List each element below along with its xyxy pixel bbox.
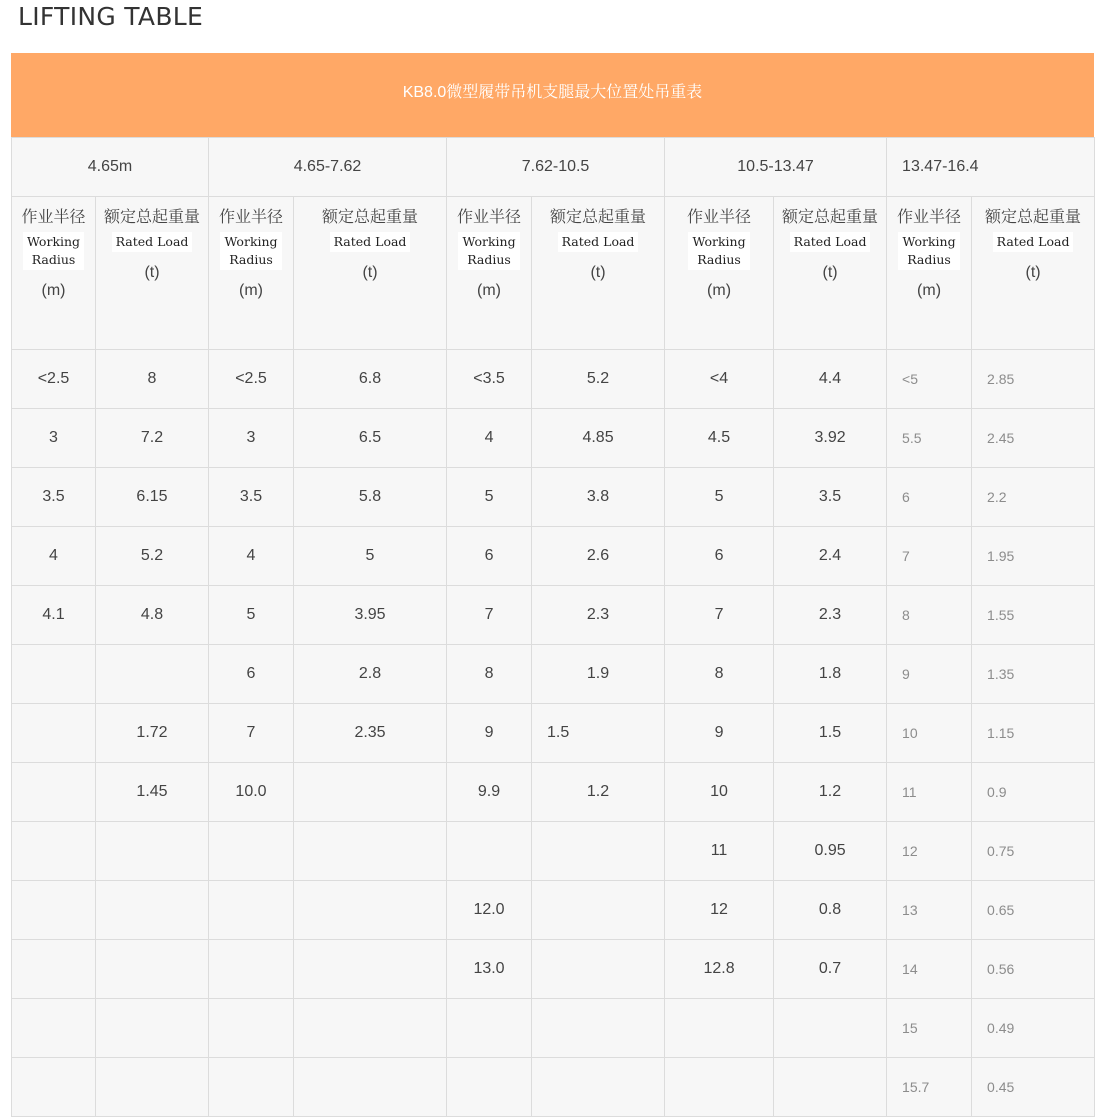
radius-cell: 7 (665, 586, 774, 645)
radius-en-label: Working Radius (898, 232, 959, 270)
load-cell (774, 999, 887, 1058)
load-cell: 6.8 (294, 350, 447, 409)
radius-cell: 14 (887, 940, 972, 999)
table-row (12, 999, 1095, 1058)
load-cell: 2.4 (774, 527, 887, 586)
table-title-banner (11, 53, 1094, 138)
load-cell (96, 940, 209, 999)
load-cell: 4.8 (96, 586, 209, 645)
load-cell (294, 822, 447, 881)
load-cn-label: 额定总起重量 (322, 209, 419, 226)
load-cell (532, 999, 665, 1058)
table-row (12, 586, 1095, 645)
radius-cell: 3 (12, 409, 96, 468)
radius-cell: 8 (665, 645, 774, 704)
load-cell: 7.2 (96, 409, 209, 468)
table-row (12, 704, 1095, 763)
radius-unit: (m) (917, 282, 942, 299)
rated-load-header (96, 197, 209, 350)
load-cell (96, 881, 209, 940)
load-cn-label: 额定总起重量 (985, 209, 1082, 226)
load-cell (774, 1058, 887, 1117)
table-row (12, 350, 1095, 409)
load-cell: 2.6 (532, 527, 665, 586)
radius-cn-label: 作业半径 (21, 209, 86, 226)
column-header-row (12, 197, 1095, 350)
load-cell (294, 763, 447, 822)
working-radius-header (209, 197, 294, 350)
load-cell: 5.2 (96, 527, 209, 586)
load-cell (532, 940, 665, 999)
radius-cell: 12.0 (447, 881, 532, 940)
load-cell: 5.2 (532, 350, 665, 409)
radius-cn-label: 作业半径 (687, 209, 752, 226)
radius-cell (209, 1058, 294, 1117)
load-en-label: Rated Load (558, 232, 639, 252)
radius-cell: <2.5 (12, 350, 96, 409)
load-cell: 3.95 (294, 586, 447, 645)
load-unit: (t) (590, 264, 606, 281)
table-row (12, 527, 1095, 586)
load-cell (294, 940, 447, 999)
radius-cell (12, 881, 96, 940)
load-cell: 1.5 (774, 704, 887, 763)
load-cell: 0.8 (774, 881, 887, 940)
load-cell: 4.85 (532, 409, 665, 468)
range-cell: 4.65-7.62 (209, 138, 447, 197)
radius-cell: 4 (447, 409, 532, 468)
load-cell: 2.8 (294, 645, 447, 704)
load-cell: 0.65 (972, 881, 1095, 940)
load-cell: 1.2 (532, 763, 665, 822)
load-cell: 0.56 (972, 940, 1095, 999)
table-row (12, 468, 1095, 527)
working-radius-header (447, 197, 532, 350)
radius-cell: 15.7 (887, 1058, 972, 1117)
radius-cn-label: 作业半径 (457, 209, 522, 226)
lifting-table (11, 137, 1095, 1117)
radius-cell: 5 (209, 586, 294, 645)
load-cell: 6.5 (294, 409, 447, 468)
table-row (12, 940, 1095, 999)
radius-cell (665, 1058, 774, 1117)
load-cell: 4.4 (774, 350, 887, 409)
load-cell: 1.72 (96, 704, 209, 763)
load-cell: 5.8 (294, 468, 447, 527)
radius-cell: 10 (887, 704, 972, 763)
radius-cell: 6 (665, 527, 774, 586)
rated-load-header (774, 197, 887, 350)
table-title: KB8.0微型履带吊机支腿最大位置处吊重表 (402, 84, 703, 101)
radius-unit: (m) (477, 282, 501, 299)
radius-cell (12, 704, 96, 763)
load-cell: 1.45 (96, 763, 209, 822)
radius-cn-label: 作业半径 (897, 209, 962, 226)
radius-cell (12, 999, 96, 1058)
load-cell: 0.7 (774, 940, 887, 999)
load-cell: 2.85 (972, 350, 1095, 409)
radius-cell (12, 822, 96, 881)
load-cell: 2.3 (532, 586, 665, 645)
load-cell (96, 999, 209, 1058)
load-cell: 3.8 (532, 468, 665, 527)
range-cell: 7.62-10.5 (447, 138, 665, 197)
load-cell: 1.2 (774, 763, 887, 822)
radius-cell: 4 (12, 527, 96, 586)
page-title: LIFTING TABLE (18, 2, 204, 31)
table-row (12, 409, 1095, 468)
radius-cell (209, 881, 294, 940)
radius-cell (447, 999, 532, 1058)
load-cell: 1.8 (774, 645, 887, 704)
radius-cell (447, 1058, 532, 1117)
load-cell (294, 999, 447, 1058)
load-cell: 1.15 (972, 704, 1095, 763)
radius-cell: 5 (447, 468, 532, 527)
load-cell: 0.49 (972, 999, 1095, 1058)
working-radius-header (665, 197, 774, 350)
load-cell (96, 645, 209, 704)
load-cn-label: 额定总起重量 (550, 209, 647, 226)
load-cell: 0.75 (972, 822, 1095, 881)
radius-cell (665, 999, 774, 1058)
radius-cell: 10.0 (209, 763, 294, 822)
radius-cell: 9 (887, 645, 972, 704)
load-cell (96, 822, 209, 881)
radius-cell: <3.5 (447, 350, 532, 409)
load-unit: (t) (822, 264, 838, 281)
load-cell: 3.5 (774, 468, 887, 527)
radius-cell: 13.0 (447, 940, 532, 999)
load-cell (532, 822, 665, 881)
radius-en-label: Working Radius (458, 232, 519, 270)
table-row (12, 881, 1095, 940)
radius-cell: 11 (887, 763, 972, 822)
radius-cell: 6 (447, 527, 532, 586)
load-en-label: Rated Load (993, 232, 1074, 252)
load-en-label: Rated Load (330, 232, 411, 252)
radius-cell: 4 (209, 527, 294, 586)
radius-cell: 8 (447, 645, 532, 704)
radius-cell: 12 (887, 822, 972, 881)
radius-cell: 7 (209, 704, 294, 763)
radius-en-label: Working Radius (23, 232, 84, 270)
radius-cell: 9 (447, 704, 532, 763)
radius-cell (12, 1058, 96, 1117)
load-cell: 1.55 (972, 586, 1095, 645)
range-cell: 10.5-13.47 (665, 138, 887, 197)
radius-cell: 12 (665, 881, 774, 940)
load-unit: (t) (144, 264, 160, 281)
rated-load-header (972, 197, 1095, 350)
radius-cell: 11 (665, 822, 774, 881)
load-cell: 2.3 (774, 586, 887, 645)
radius-cell: 7 (887, 527, 972, 586)
radius-cell (12, 940, 96, 999)
radius-cell: 5.5 (887, 409, 972, 468)
load-unit: (t) (362, 264, 378, 281)
radius-cell (209, 822, 294, 881)
rated-load-header (532, 197, 665, 350)
load-en-label: Rated Load (112, 232, 193, 252)
radius-cell: 10 (665, 763, 774, 822)
load-cell: 1.35 (972, 645, 1095, 704)
load-cell: 6.15 (96, 468, 209, 527)
rated-load-header (294, 197, 447, 350)
load-cell: 1.95 (972, 527, 1095, 586)
radius-cell: <4 (665, 350, 774, 409)
radius-cell: 3 (209, 409, 294, 468)
radius-cell: 12.8 (665, 940, 774, 999)
radius-cell: 6 (209, 645, 294, 704)
radius-cell: 8 (887, 586, 972, 645)
load-cell: 0.95 (774, 822, 887, 881)
table-row (12, 763, 1095, 822)
radius-cn-label: 作业半径 (218, 209, 283, 226)
table-row (12, 645, 1095, 704)
load-cell: 2.35 (294, 704, 447, 763)
radius-cell: 13 (887, 881, 972, 940)
radius-unit: (m) (239, 282, 263, 299)
radius-cell (209, 940, 294, 999)
radius-cell: 6 (887, 468, 972, 527)
load-cell (96, 1058, 209, 1117)
radius-cell: 4.1 (12, 586, 96, 645)
load-cell: 0.9 (972, 763, 1095, 822)
radius-cell: 15 (887, 999, 972, 1058)
load-cn-label: 额定总起重量 (103, 209, 200, 226)
radius-cell (12, 645, 96, 704)
range-row (12, 138, 1095, 197)
range-cell: 4.65m (12, 138, 209, 197)
radius-cell: <2.5 (209, 350, 294, 409)
radius-unit: (m) (41, 282, 66, 299)
load-cell: 0.45 (972, 1058, 1095, 1117)
radius-cell: 4.5 (665, 409, 774, 468)
radius-cell: <5 (887, 350, 972, 409)
radius-unit: (m) (707, 282, 732, 299)
load-cell (294, 881, 447, 940)
radius-cell: 7 (447, 586, 532, 645)
load-en-label: Rated Load (790, 232, 871, 252)
radius-cell (209, 999, 294, 1058)
load-cell: 3.92 (774, 409, 887, 468)
load-cell: 1.9 (532, 645, 665, 704)
radius-cell: 9 (665, 704, 774, 763)
radius-cell: 3.5 (12, 468, 96, 527)
load-cell (532, 881, 665, 940)
radius-en-label: Working Radius (220, 232, 281, 270)
table-row (12, 1058, 1095, 1117)
load-cell: 2.45 (972, 409, 1095, 468)
load-unit: (t) (1025, 264, 1041, 281)
range-cell: 13.47-16.4 (887, 138, 1095, 197)
load-cell: 1.5 (532, 704, 665, 763)
radius-en-label: Working Radius (688, 232, 749, 270)
radius-cell: 3.5 (209, 468, 294, 527)
load-cell (294, 1058, 447, 1117)
working-radius-header (12, 197, 96, 350)
radius-cell (12, 763, 96, 822)
radius-cell: 5 (665, 468, 774, 527)
load-cell: 5 (294, 527, 447, 586)
load-cell: 8 (96, 350, 209, 409)
table-row (12, 822, 1095, 881)
radius-cell (447, 822, 532, 881)
load-cell (532, 1058, 665, 1117)
load-cell: 2.2 (972, 468, 1095, 527)
working-radius-header (887, 197, 972, 350)
radius-cell: 9.9 (447, 763, 532, 822)
load-cn-label: 额定总起重量 (782, 209, 879, 226)
